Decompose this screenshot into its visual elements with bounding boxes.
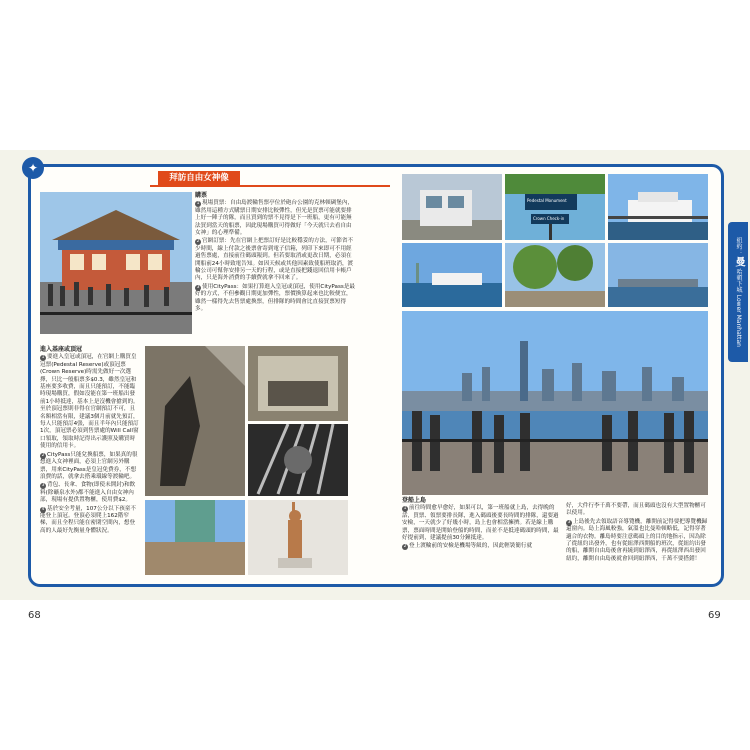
skyline-crowd-photo <box>402 311 708 495</box>
bullet-2-icon: 2 <box>403 544 407 550</box>
side-tab-prefix: 紐約： <box>735 237 742 256</box>
heading-rule <box>150 185 390 187</box>
enter-text <box>40 346 140 536</box>
bullet-1-icon: 1 <box>41 355 45 361</box>
bullet-3-icon: 3 <box>41 483 45 489</box>
board-text-left <box>402 497 560 552</box>
bullet-4-icon: 4 <box>41 506 45 512</box>
bullet-3-icon: 3 <box>196 284 200 290</box>
crown-sign-text: Crown Check-in <box>533 216 565 221</box>
board-title: 登船上島 <box>402 497 427 504</box>
board-p1: 前往時間愈早愈好，如果可以，第一班船就上島，去得晚的話，買票、領票要排長隊，進入碼頭後要長時間的排隊，還要過安檢，一天就少了好幾小時，島上也會相當擁擠。若是線上購票，票面時間是開始登船的時間，而並不是抵達碼頭的時間，最好提前到，建議提前30分鐘抵達。 <box>402 505 559 542</box>
enter-p1: 要進入皇冠或頂冠，在官網上購買皇冠票(Pedestal Reserve)或頂冠票(Crown Reserve)時需先做好一次選擇，只比一般船票多$0.3，雖然皇冠和基座要多收費，而且只能預訂，不能臨時現場購買，假如沒能在第一班船出發前1小時抵達，基本上是沒機會搶到的。至於頂冠票則非得在官網預訂不可，且名額相當有限，建議3個月前就先預訂，每人只能預訂4張，而且半年內只能預訂1次，頂冠票必須到售票處的Will Call窗口領取，領取時記得出示護照及購買時使用的信用卡。 <box>40 354 139 450</box>
statue-replica-photo <box>248 500 348 575</box>
lightbulb-icon: ✦ <box>22 157 44 179</box>
ferry-statue-photo <box>402 243 502 307</box>
board-p4: 上島後先去領取語音導覽機，離開前記得要把導覽機歸還窗內。島上海風較強，氣溫也比曼哈頓略低，記得穿著適合的衣物。離島時要注意碼頭上的目的地指示，因為除了從紐約出發外，也有從紐澤西開船的班次，從紐約出發的船，離開自由島後會再繞到紐澤西，再從紐澤西出發回紐約，離開自由島後就會回到紐澤西，千萬不要搭錯！ <box>566 518 708 562</box>
statue-base-photo <box>145 500 245 575</box>
enter-p4: 基於安全考量，107公分以下孩童不能登上頂冠。登頂必須爬上162階窄梯，而且全程只能在密閉空間內，想登高的人最好先衡量身體狀況。 <box>40 505 136 534</box>
page-number-left: 68 <box>28 610 41 621</box>
page-number-right: 69 <box>708 610 721 621</box>
pedestal-sign-photo <box>505 174 605 240</box>
harbor-view-photo <box>608 243 708 307</box>
section-heading: 拜訪自由女神像 <box>158 171 240 186</box>
tickets-p3: 使用CityPass：如果打算進入皇冠或頂冠，使用CityPass是最好的方式，不但參觀日期更加彈性，票價換算起來也比較便宜，雖然一樣得先去售票處換票，但排隊的時間會比直接買票短得多。 <box>195 283 355 313</box>
statue-shadow-photo <box>145 346 245 496</box>
enter-title: 進入基座或頂冠 <box>40 346 83 353</box>
pedestal-interior-photo <box>248 346 348 421</box>
bullet-3-icon: 3 <box>567 519 571 525</box>
side-tab-rest: 哈頓下城 Lower Manhattan <box>735 268 742 347</box>
bullet-2-icon: 2 <box>41 452 45 458</box>
enter-p3: 背包、長傘、食物(即使未開封)和飲料(除礦泉水外)都不能進入自由女神內部，現場有提供置物櫃，使用費$2。 <box>40 482 136 504</box>
crown-stairs-photo <box>248 424 348 496</box>
pedestal-sign-text: Pedestal Monument <box>527 198 567 203</box>
tickets-title: 購票 <box>195 192 208 199</box>
security-booth-photo <box>402 174 502 240</box>
board-p3: 好，大件行李千萬不要帶，而且碼頭也沒有大型置物櫃可以使用。 <box>566 503 706 517</box>
chapter-side-tab <box>728 222 748 362</box>
ticket-booth-photo <box>40 192 192 334</box>
tickets-p1: 現場買票：自由島渡輪售票亭位於砲台公園的克林頓碉堡內，雖然用這種方式購票日期安排比較彈性，但光是買票可能就要排上好一陣子的隊，而且買到的票不見得是下一班船，更有可能無法買到當天的船票，因此現場購買可得做好「今天就只去看自由女神」的心理準備。 <box>195 200 354 237</box>
ferry-docked-photo <box>608 174 708 240</box>
side-tab-big: 曼 <box>733 256 744 267</box>
board-p2: 登上渡輪前的安檢是機場等級的，因此輕裝簡行就 <box>409 543 533 550</box>
tickets-text <box>195 192 355 315</box>
island-trees-photo <box>505 243 605 307</box>
board-text-right <box>566 503 708 564</box>
tickets-p2: 官網訂票：先在官網上把票訂好是比較穩妥的方法，可節省不少時間，線上付款之後票會寄到電子信箱，列印下來即可不用經過售票處，直接前往碼頭報到。但若要取消或更改日期，必須在開船前24小時致電告知。如因天候或其他因素致使船班取消，渡輪公司可幫你安排另一天的行程，或是直接把錢退回信用卡帳戶內，只是海外消費的手續費就拿不回來了。 <box>195 238 354 282</box>
bullet-1-icon: 1 <box>403 506 407 512</box>
bullet-1-icon: 1 <box>196 201 200 207</box>
enter-p2: CityPass只能兌換船票，如果真的很想進入女神裡面，必須上官網另外購票，用來CityPass是皇冠免費券，不想浪費的話，就拿去搭乘環線等渡輪吧。 <box>40 451 138 480</box>
bullet-2-icon: 2 <box>196 239 200 245</box>
